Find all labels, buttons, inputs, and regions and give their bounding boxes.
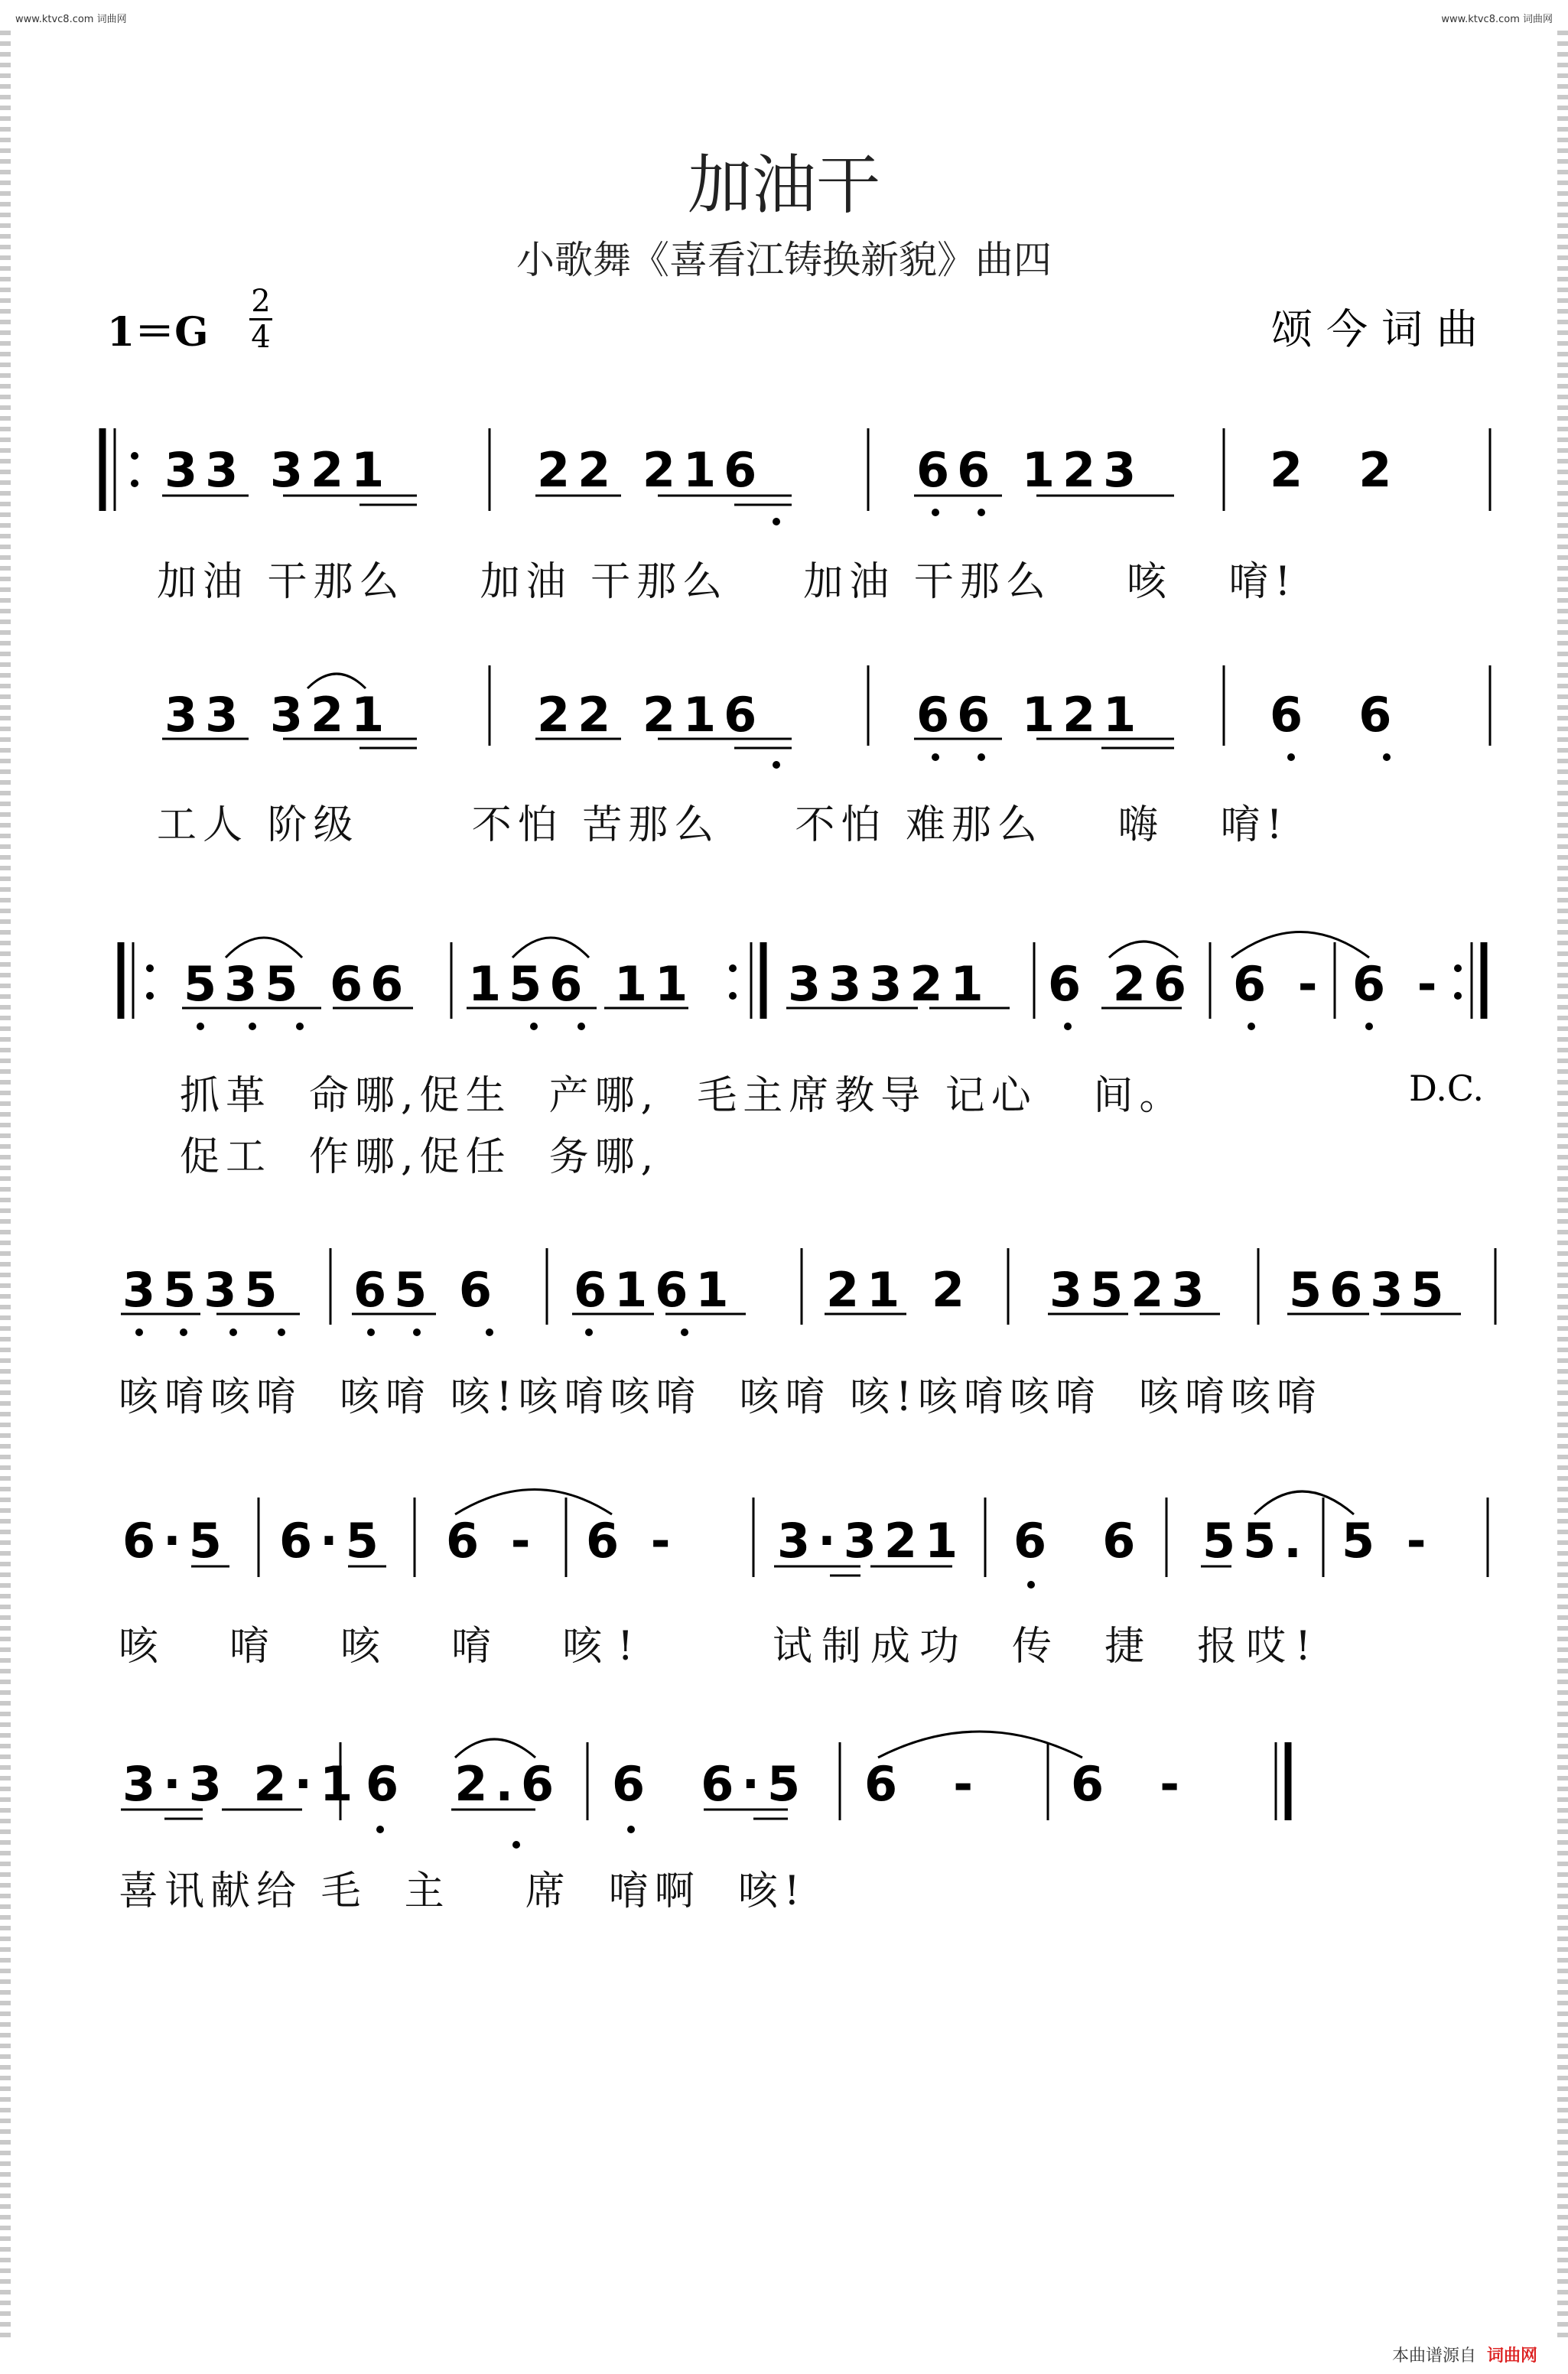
row4-measure1: 3535 [122,1262,285,1318]
row6-measure2: 6 2.6 [366,1756,562,1812]
row5-measure2: 6·5 [279,1513,386,1569]
time-signature-top: 2 [251,284,271,319]
row5-measure7: 55. [1202,1513,1309,1569]
row4-measure3: 6161 [574,1262,737,1318]
row5-measure6: 6 6 [1013,1513,1143,1569]
row1-lyrics: 加油 干那么 加油 干那么 加油 干那么 咳 唷! [157,559,1297,605]
row1-measure1: 33 321 [164,442,392,498]
row1-measure3: 66 123 [916,442,1144,498]
row3-measure4: 6 26 [1048,956,1195,1012]
song-subtitle: 小歌舞《喜看江铸换新貌》曲四 [516,238,1052,282]
row3-measure2: 156 11 [468,956,696,1012]
footer-site-link[interactable]: 词曲网 [1486,2346,1537,2366]
footer-text: 本曲谱源自 [1391,2346,1476,2366]
row5-measure5: 3·321 [777,1513,966,1569]
row6-lyrics: 喜讯献给 毛 主 席 唷啊 咳! [119,1868,806,1914]
row5-measure3: 6 - [446,1513,538,1569]
row1-measure2: 22 216 [537,442,765,498]
watermark-left: www.ktvc8.com 词曲网 [15,14,127,25]
row2-measure2: 22 216 [537,687,765,743]
row3-measure3: 33321 [788,956,991,1012]
row5-measure1: 6·5 [122,1513,229,1569]
row2-measure3: 66 121 [916,687,1144,743]
row3-lyrics-verse1: 抓革 命哪,促生 产哪, 毛主席教导 记心 间。 [180,1073,1186,1119]
row6-measure3: 6 6·5 [612,1756,808,1812]
row5-lyrics-part1: 咳 唷 咳 唷 咳! [119,1624,649,1670]
row3-measure1: 535 66 [184,956,412,1012]
watermark-right: www.ktvc8.com 词曲网 [1441,14,1553,25]
row4-measure6: 5635 [1289,1262,1452,1318]
row4-measure4: 21 2 [826,1262,973,1318]
row3-measure5: 6 - [1233,956,1326,1012]
row5-measure8: 5 - [1342,1513,1434,1569]
footer [1392,2343,1537,2366]
time-signature-bottom: 4 [251,320,271,355]
row5-measure4: 6 - [586,1513,678,1569]
row6-measure1: 3·3 2·1 [122,1756,361,1812]
row6-measure4: 6 - [864,1756,981,1812]
row4-lyrics: 咳唷咳唷 咳唷 咳!咳唷咳唷 咳唷 咳!咳唷咳唷 咳唷咳唷 [119,1374,1323,1420]
row2-lyrics: 工人 阶级 不怕 苦那么 不怕 难那么 嗨 唷! [157,802,1289,848]
row3-lyrics-verse2: 促工 作哪,促任 务哪, [180,1134,660,1180]
row3-measure6: 6 - [1352,956,1445,1012]
row1-measure4: 2 2 [1270,442,1400,498]
key-signature: 1＝G [107,309,209,356]
row5-lyrics-part2: 试制成功 传 捷 报哎! [773,1624,1321,1670]
row6-measure5: 6 - [1071,1756,1188,1812]
composer-credit: 颂今词曲 [1271,305,1492,353]
row2-measure4: 6 6 [1270,687,1400,743]
row4-measure2: 65 6 [353,1262,500,1318]
da-capo-mark: D.C. [1409,1068,1485,1109]
row2-measure1: 33 321 [164,687,392,743]
row4-measure5: 3523 [1049,1262,1212,1318]
song-title: 加油干 [687,148,880,223]
